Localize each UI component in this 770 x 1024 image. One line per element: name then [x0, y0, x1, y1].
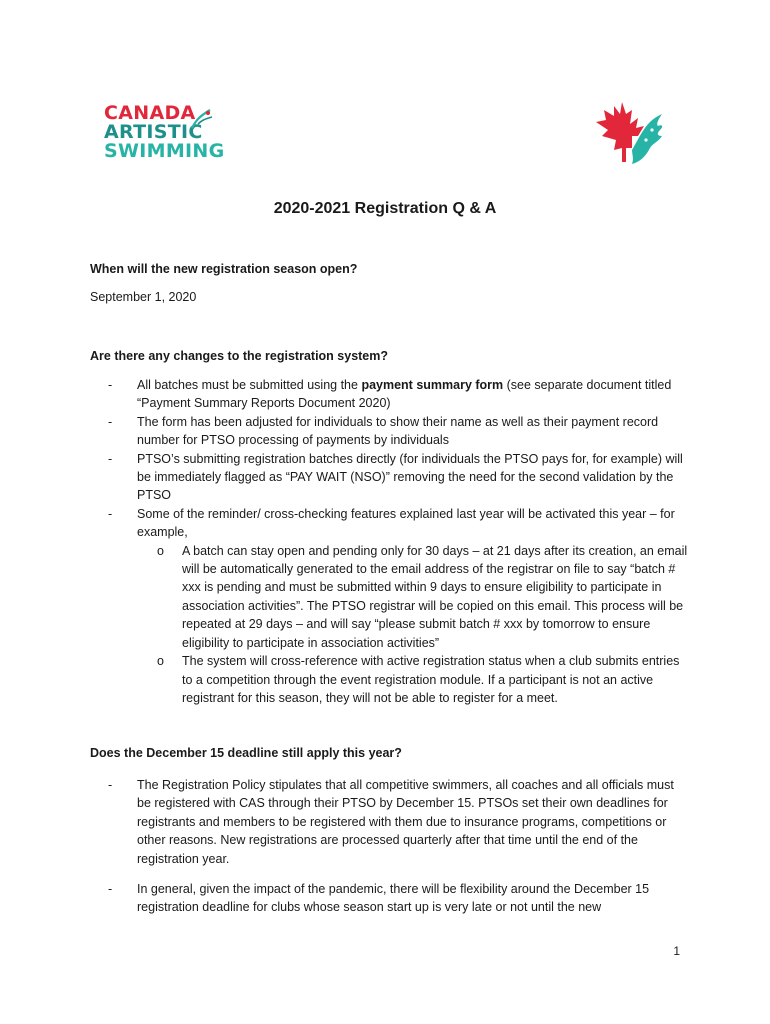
logo-line-canada: CANADA [104, 102, 196, 124]
dash-bullet: - [108, 882, 113, 897]
logo-line-artistic: ARTISTIC [104, 121, 203, 143]
list-item: - The form has been adjusted for individuals to show their name as well as their payment record number for PTSO processing of payments by individuals [108, 414, 659, 448]
list-item: - Some of the reminder/ cross-checking features explained last year will be activated this year – for example, o A batch can stay open and pending only for 30 days – at 21 days after its creation, an email will be automatically generated to the email address of the registrar on file to say “batch # xxx is pending and must be submitted within 9 days to ensure eligibility to participate in association activities”. The PTSO registrar will be copied on this email. This process will be repeated at 29 days – and will say “please submit batch # xxx by tomorrow to ensure eligibility to participate in association activities” o The system will cross-reference with active registration status when a club submits entries to a competition through the event registration module. If a participant is not an active registrant for this season, they will not be able to register for a meet. [108, 505, 688, 707]
document-title: 2020-2021 Registration Q & A [273, 200, 497, 217]
canada-artistic-swimming-logo [104, 102, 225, 170]
page-number: 1 [673, 944, 680, 958]
deadline-list [108, 776, 688, 917]
payment-summary-form-emphasis: payment summary form [361, 378, 504, 392]
question-registration-open: When will the new registration season open? [90, 262, 358, 276]
list-item: - PTSO’s submitting registration batches directly (for individuals the PTSO pays for, for example) will be immediately flagged as “PAY WAIT (NSO)” removing the need for the second validation by the PTSO [108, 451, 683, 503]
swimmer-icon [188, 108, 214, 130]
sub-list-item: o A batch can stay open and pending only for 30 days – at 21 days after its creation, an email will be automatically generated to the email address of the registrar on file to say “batch # xxx is pending and must be submitted within 9 days to ensure eligibility to participate in association activities”. The PTSO registrar will be copied on this email. This process will be repeated at 29 days – and will say “please submit batch # xxx by tomorrow to ensure eligibility to participate in association activities” [157, 543, 688, 650]
maple-leaf-icon [592, 100, 668, 168]
dash-bullet: - [108, 778, 113, 792]
dash-bullet: - [108, 414, 113, 429]
list-gap [108, 868, 688, 880]
list-item: - All batches must be submitted using the payment summary form (see separate document titled “Payment Summary Reports Document 2020) [108, 378, 672, 411]
answer-registration-open: September 1, 2020 [90, 290, 197, 304]
system-changes-list [108, 376, 688, 707]
question-december-deadline: Does the December 15 deadline still apply this year? [90, 746, 402, 760]
circle-bullet: o [157, 543, 164, 558]
list-item: - In general, given the impact of the pandemic, there will be flexibility around the December 15 registration deadline for clubs whose season start up is very late or not until the new [108, 882, 650, 915]
question-system-changes: Are there any changes to the registration system? [90, 349, 389, 363]
dash-bullet: - [108, 451, 113, 466]
dash-bullet: - [108, 378, 113, 392]
sub-list-item: o The system will cross-reference with active registration status when a club submits entries to a competition through the event registration module. If a participant is not an active registrant for this season, they will not be able to register for a meet. [157, 654, 680, 705]
sub-list [137, 542, 688, 708]
list-item: - The Registration Policy stipulates that all competitive swimmers, all coaches and all officials must be registered with CAS through their PTSO by December 15. PTSOs set their own deadlines for registrants and members to be registered with them due to insurance programs, competitions or other reasons. New registrations are processed quarterly after that time until the end of the registration year. [108, 778, 674, 866]
dash-bullet: - [108, 506, 113, 521]
circle-bullet: o [157, 654, 164, 669]
logo-line-swimming: SWIMMING [104, 140, 225, 162]
